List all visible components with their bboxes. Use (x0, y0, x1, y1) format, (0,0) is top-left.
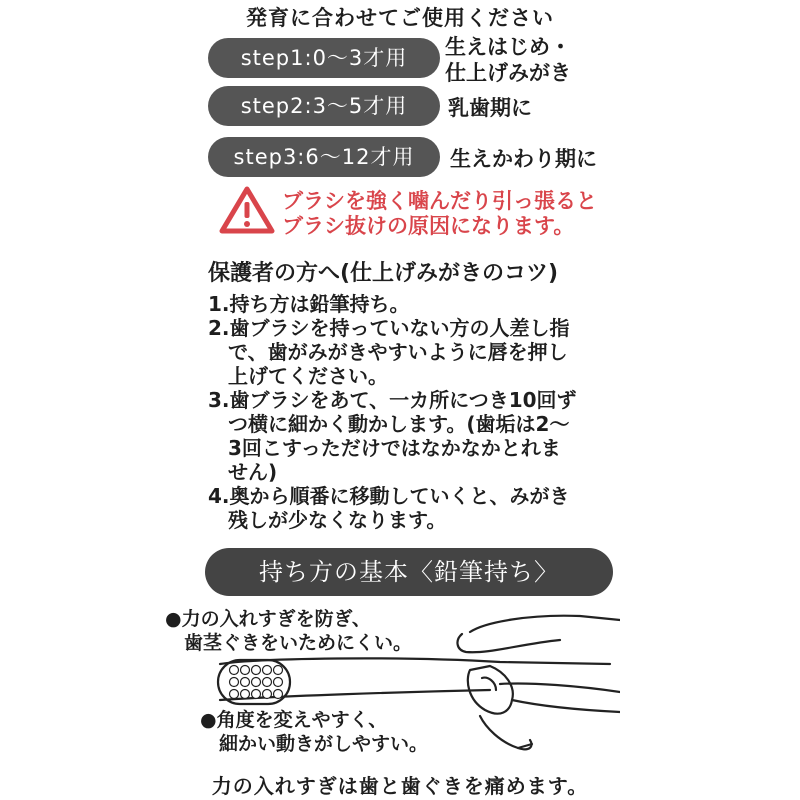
guardian-heading: 保護者の方へ(仕上げみがきのコツ) (208, 261, 559, 286)
step3-note: 生えかわり期に (450, 147, 597, 171)
step2-pill: step2:3〜5才用 (208, 86, 440, 126)
step1-pill: step1:0〜3才用 (208, 38, 440, 78)
bullet-point: ●力の入れすぎを防ぎ、 歯茎ぐきをいためにくい。 (165, 608, 413, 654)
tip-item: 3.歯ブラシをあて、一カ所につき10回ず つ横に細かく動かします。(歯垢は2〜 3回こすっただけではなかなかとれま せん) (208, 388, 577, 484)
basics-banner: 持ち方の基本〈鉛筆持ち〉 (205, 548, 613, 596)
tip-item: 2.歯ブラシを持っていない方の人差し指 で、歯がみがきやすいように唇を押し 上げてください。 (208, 316, 570, 388)
warning-text: ブラシを強く噛んだり引っ張ると ブラシ抜けの原因になります。 (282, 189, 597, 238)
footer-caution: 力の入れすぎは歯と歯ぐきを痛めます。 (211, 774, 589, 798)
bullet-point: ●角度を変えやすく、 細かい動きがしやすい。 (200, 709, 429, 755)
tip-item: 4.奥から順番に移動していくと、みがき 残しが少なくなります。 (208, 484, 570, 532)
tip-item: 1.持ち方は鉛筆持ち。 (208, 292, 410, 316)
usage-intro: 発育に合わせてご使用ください (246, 6, 554, 30)
tips-list (208, 292, 648, 532)
step3-pill: step3:6〜12才用 (208, 137, 440, 177)
step1-note: 生えはじめ・ 仕上げみがき (445, 35, 571, 85)
step2-note: 乳歯期に (448, 96, 532, 120)
warning-triangle-icon (219, 185, 275, 235)
